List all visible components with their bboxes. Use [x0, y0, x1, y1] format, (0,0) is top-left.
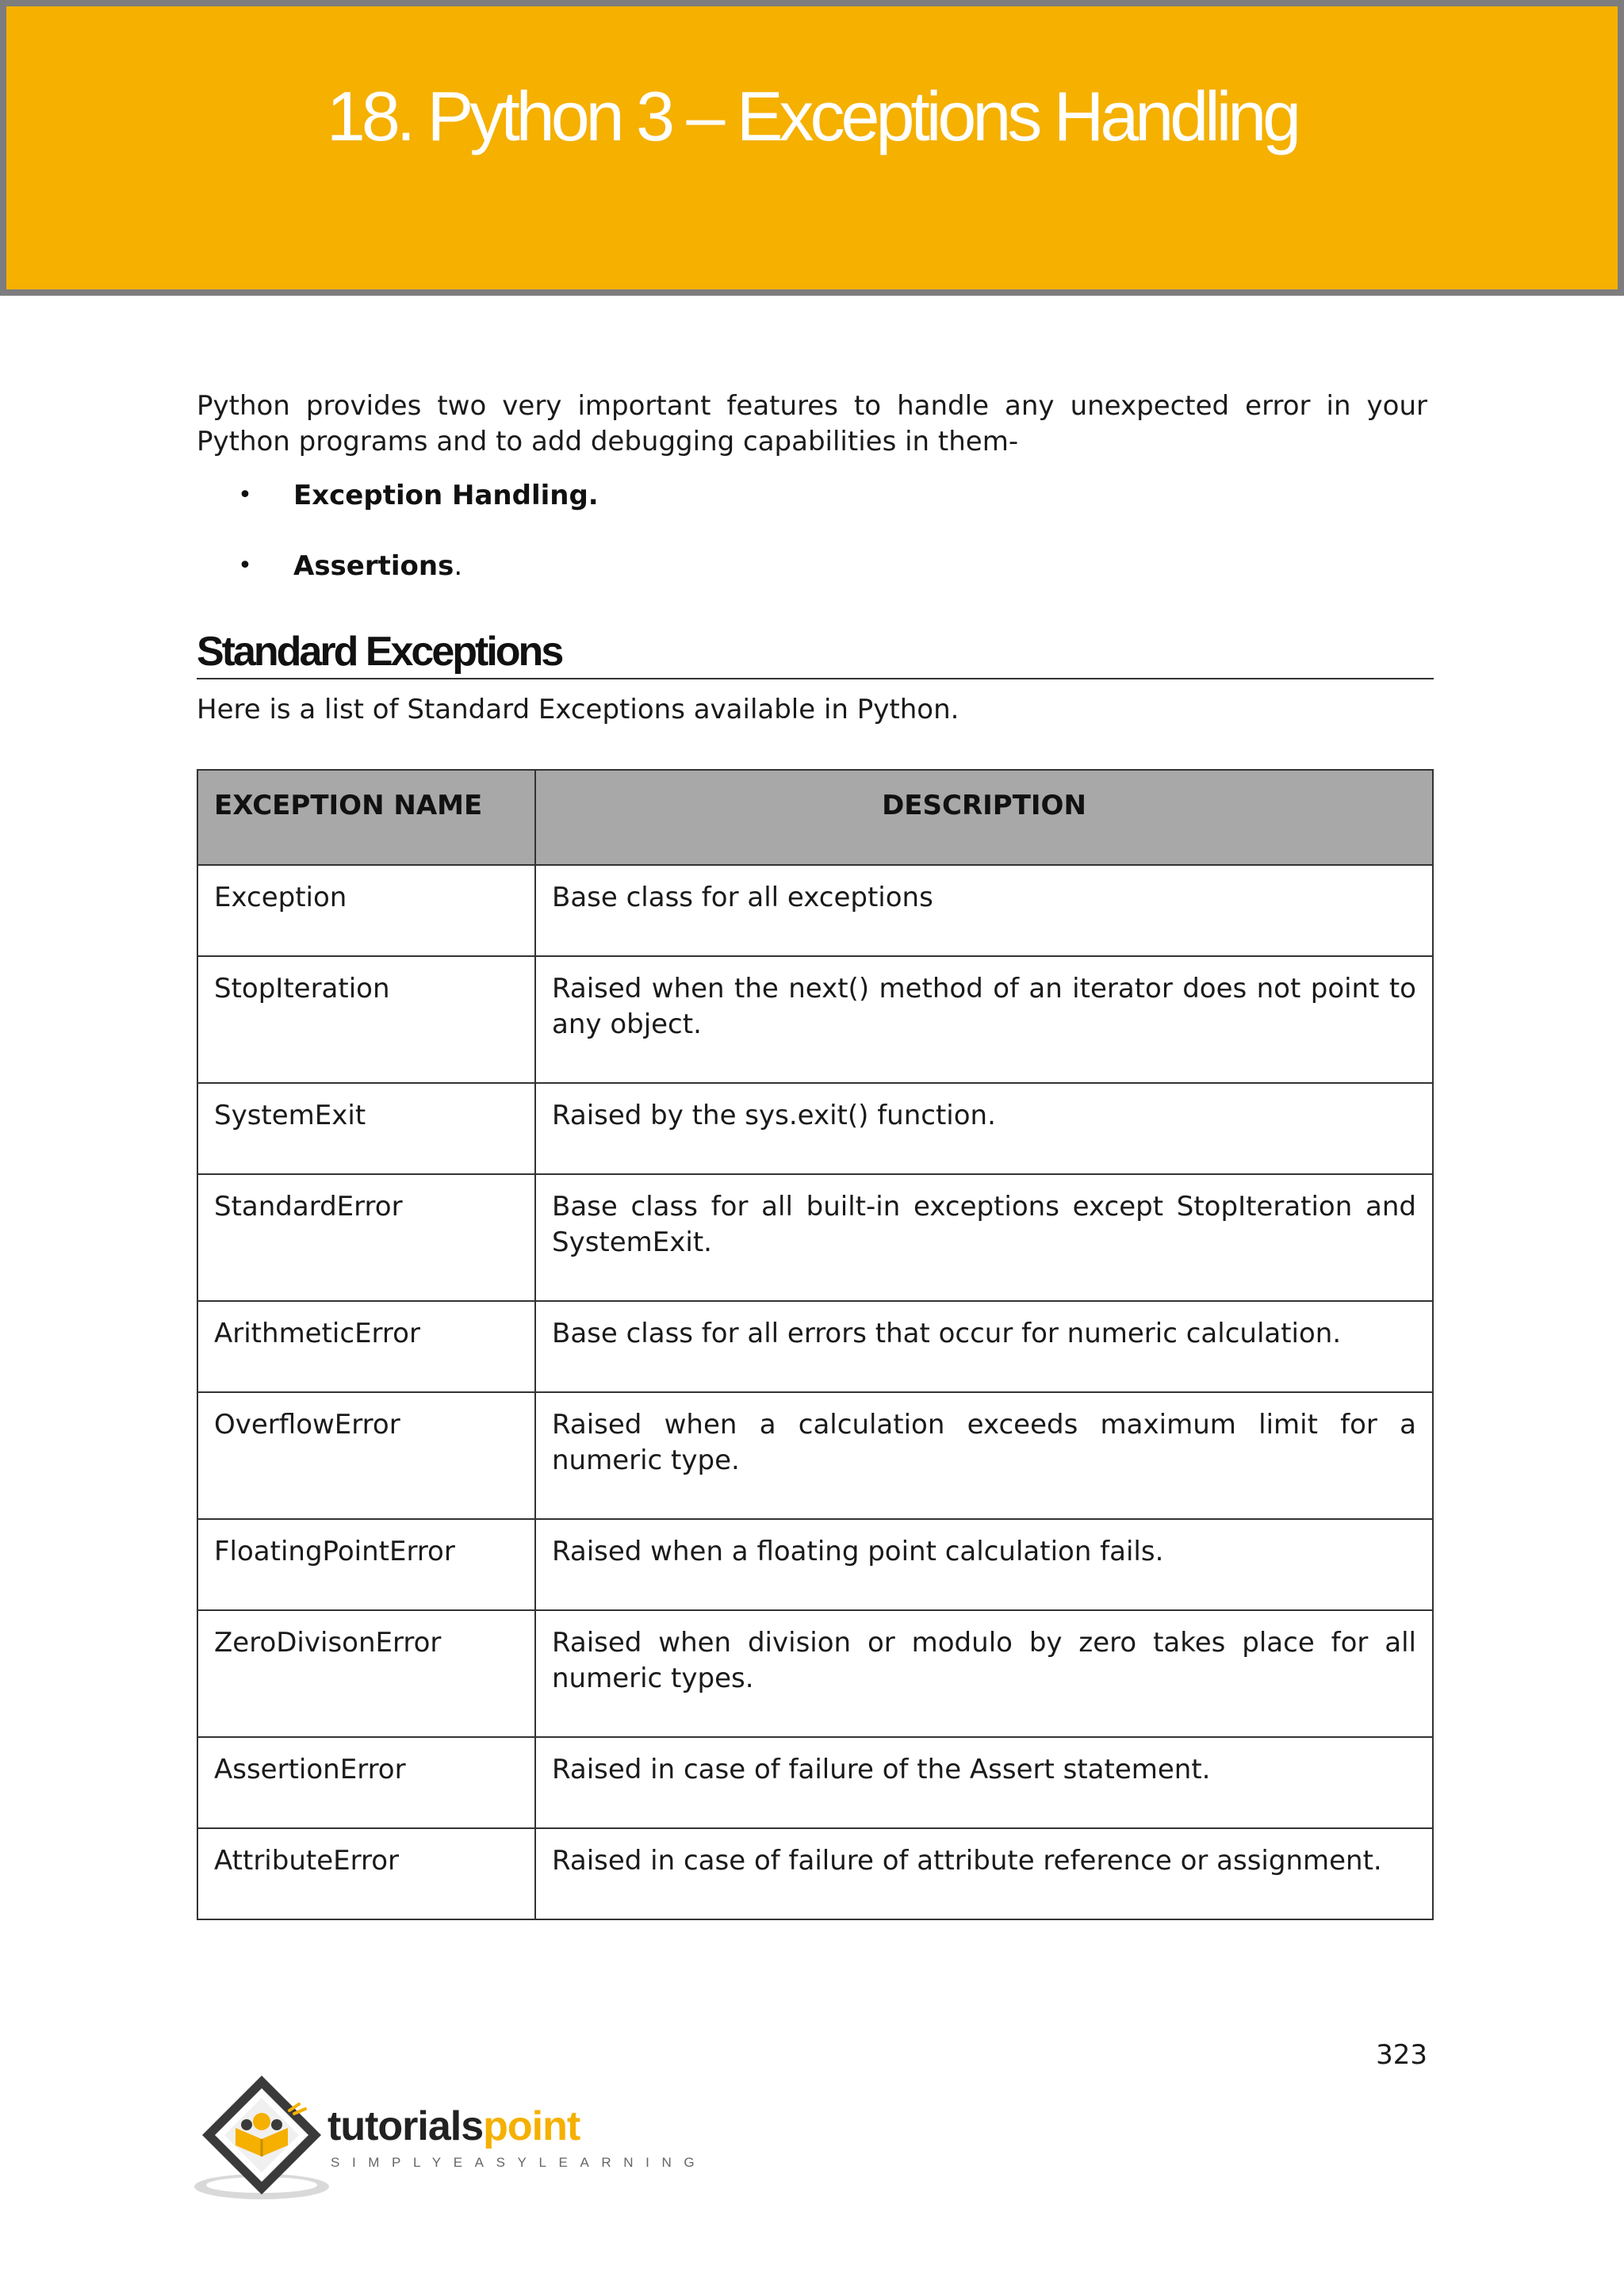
exception-name-cell: ZeroDivisonError [197, 1610, 535, 1737]
exception-name-cell: ArithmeticError [197, 1301, 535, 1392]
chapter-title: 18. Python 3 – Exceptions Handling [326, 77, 1298, 155]
table-row [197, 1737, 1433, 1828]
logo-tagline: SIMPLYEASYLEARNING [331, 2155, 707, 2170]
table-row [197, 1610, 1433, 1737]
exception-description-cell: Raised in case of failure of attribute reference or assignment. [535, 1828, 1433, 1919]
column-header-description: DESCRIPTION [535, 770, 1433, 865]
list-item [197, 477, 1427, 513]
section-heading: Standard Exceptions [197, 629, 1434, 679]
exception-name-cell: OverflowError [197, 1392, 535, 1519]
exception-description-cell: Raised when division or modulo by zero takes place for all numeric types. [535, 1610, 1433, 1737]
section-intro: Here is a list of Standard Exceptions available in Python. [197, 694, 959, 726]
table-row [197, 1174, 1433, 1301]
exception-description-cell: Base class for all built-in exceptions except StopIteration and SystemExit. [535, 1174, 1433, 1301]
bullet-icon: • [238, 481, 252, 509]
page-content [197, 388, 1427, 728]
list-item-label: Exception Handling. [293, 479, 599, 511]
list-item-label: Assertions [293, 549, 454, 582]
page-number: 323 [1376, 2039, 1427, 2071]
logo-word-part2: point [483, 2103, 580, 2149]
chapter-banner [0, 0, 1624, 296]
table-row [197, 1392, 1433, 1519]
exception-description-cell: Raised in case of failure of the Assert statement. [535, 1737, 1433, 1828]
exception-description-cell: Raised when a floating point calculation fails. [535, 1519, 1433, 1610]
exception-description-cell: Raised when a calculation exceeds maximum limit for a numeric type. [535, 1392, 1433, 1519]
exception-name-cell: AssertionError [197, 1737, 535, 1828]
exception-description-cell: Base class for all exceptions [535, 865, 1433, 956]
table-row [197, 1519, 1433, 1610]
column-header-name: EXCEPTION NAME [197, 770, 535, 865]
exception-description-cell: Raised by the sys.exit() function. [535, 1083, 1433, 1174]
feature-list [197, 477, 1427, 584]
logo-wordmark [327, 2103, 580, 2149]
exception-description-cell: Raised when the next() method of an iterator does not point to any object. [535, 956, 1433, 1083]
exception-name-cell: SystemExit [197, 1083, 535, 1174]
bullet-icon: • [238, 552, 252, 580]
table-row [197, 1301, 1433, 1392]
logo-word-part1: tutorials [327, 2103, 484, 2149]
table-row [197, 1083, 1433, 1174]
table-row [197, 865, 1433, 956]
table-row [197, 956, 1433, 1083]
list-item [197, 548, 1427, 584]
intro-paragraph: Python provides two very important features to handle any unexpected error in your Python programs and to add debugging capabilities in them- [197, 390, 1427, 457]
exception-name-cell: StandardError [197, 1174, 535, 1301]
tutorialspoint-logo [194, 2069, 707, 2204]
list-item-punctuation: . [454, 549, 463, 582]
table-header-row [197, 770, 1433, 865]
exception-name-cell: StopIteration [197, 956, 535, 1083]
table-row [197, 1828, 1433, 1919]
exceptions-table [197, 769, 1434, 1920]
exception-name-cell: AttributeError [197, 1828, 535, 1919]
exception-name-cell: Exception [197, 865, 535, 956]
exception-name-cell: FloatingPointError [197, 1519, 535, 1610]
exception-description-cell: Base class for all errors that occur for numeric calculation. [535, 1301, 1433, 1392]
